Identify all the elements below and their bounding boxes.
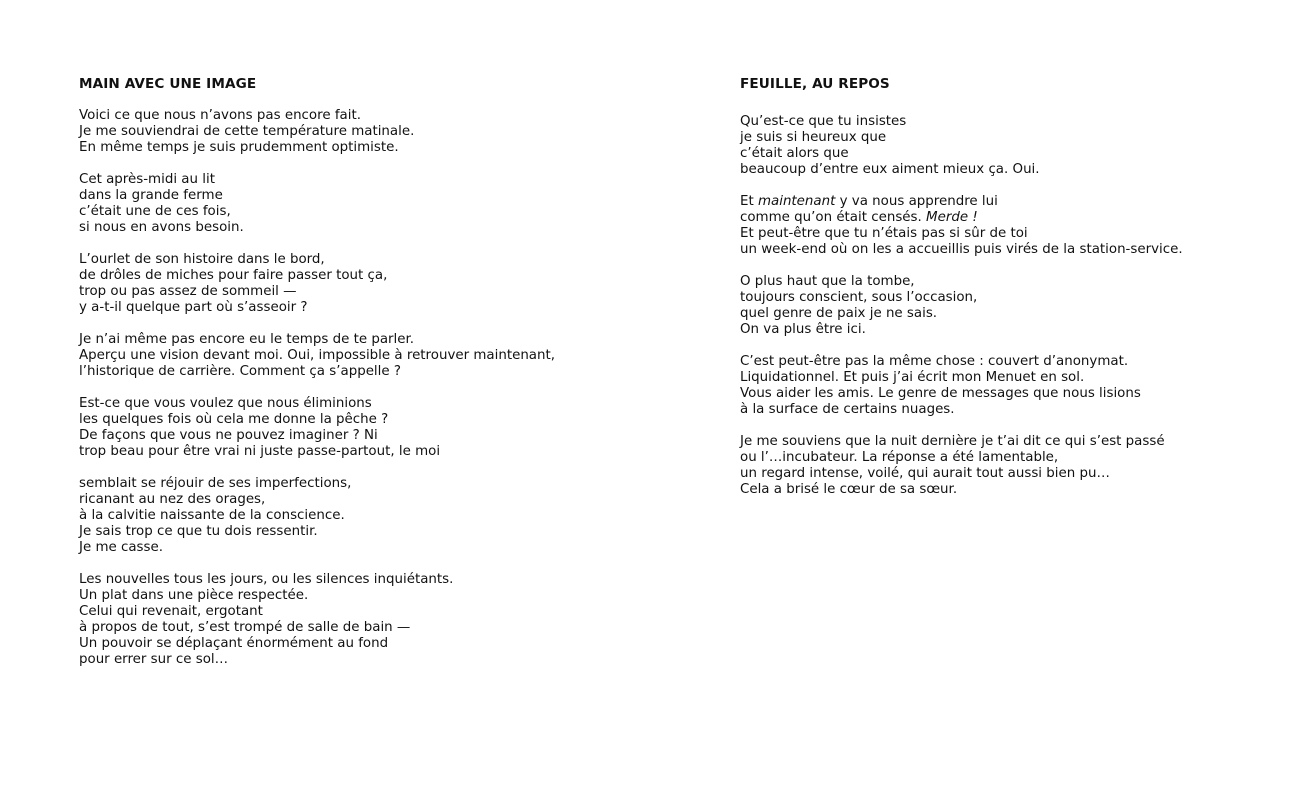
poem-title-right: FEUILLE, AU REPOS (740, 76, 890, 92)
poem-line (740, 242, 1183, 258)
stanza (740, 354, 1183, 418)
line-text: Liquidationnel. Et puis j’ai écrit mon Menuet en sol. (740, 370, 1085, 385)
line-text: beaucoup d’entre eux aiment mieux ça. Oui. (740, 162, 1040, 177)
poem-line: En même temps je suis prudemment optimiste. (79, 140, 399, 155)
poem-line: Je me souviendrai de cette température matinale. (79, 124, 415, 139)
right-page (740, 0, 1280, 787)
poem-line: Celui qui revenait, ergotant (79, 604, 263, 619)
poem-line: Les nouvelles tous les jours, ou les silences inquiétants. (79, 572, 454, 587)
stanza (79, 108, 555, 156)
stanza (740, 194, 1183, 258)
poem-line: l’historique de carrière. Comment ça s’appelle ? (79, 364, 401, 379)
stanza (79, 572, 555, 668)
poem-line (740, 450, 1183, 466)
line-text: à la surface de certains nuages. (740, 402, 955, 417)
poem-line: Est-ce que vous voulez que nous éliminions (79, 396, 372, 411)
stanza (79, 172, 555, 236)
poem-line: les quelques fois où cela me donne la pêche ? (79, 412, 389, 427)
poem-line: à la calvitie naissante de la conscience. (79, 508, 345, 523)
poem-line: Cet après-midi au lit (79, 172, 215, 187)
poem-line: c’était une de ces fois, (79, 204, 231, 219)
stanza (79, 252, 555, 316)
stanza (79, 476, 555, 556)
line-text: O plus haut que la tombe, (740, 274, 915, 289)
poem-line: Aperçu une vision devant moi. Oui, impossible à retrouver maintenant, (79, 348, 556, 363)
poem-line (740, 162, 1183, 178)
poem-line (740, 290, 1183, 306)
line-text: quel genre de paix je ne sais. (740, 306, 938, 321)
poem-line: trop ou pas assez de sommeil — (79, 284, 297, 299)
poem-line: Un pouvoir se déplaçant énormément au fond (79, 636, 389, 651)
line-text: Je me souviens que la nuit dernière je t’ai dit ce qui s’est passé (740, 434, 1165, 449)
line-text: Qu’est-ce que tu insistes (740, 114, 907, 129)
poem-title-left: MAIN AVEC UNE IMAGE (79, 76, 257, 92)
line-text: Cela a brisé le cœur de sa sœur. (740, 482, 958, 497)
line-text: ou l’…incubateur. La réponse a été lamentable, (740, 450, 1059, 465)
poem-line: Un plat dans une pièce respectée. (79, 588, 309, 603)
left-page (79, 0, 679, 787)
line-text: un regard intense, voilé, qui aurait tout aussi bien pu… (740, 466, 1110, 481)
italic-text: Merde ! (926, 210, 978, 225)
poem-line: y a-t-il quelque part où s’asseoir ? (79, 300, 308, 315)
poem-line: si nous en avons besoin. (79, 220, 244, 235)
poem-line: De façons que vous ne pouvez imaginer ? Ni (79, 428, 378, 443)
line-text: Et peut-être que tu n’étais pas si sûr de toi (740, 226, 1028, 241)
poem-line (740, 114, 1183, 130)
poem-line (740, 274, 1183, 290)
poem-line: pour errer sur ce sol… (79, 652, 229, 667)
poem-line (740, 386, 1183, 402)
poem-line: à propos de tout, s’est trompé de salle de bain — (79, 620, 411, 635)
poem-line: Je sais trop ce que tu dois ressentir. (79, 524, 318, 539)
poem-line (740, 306, 1183, 322)
poem-line: Je n’ai même pas encore eu le temps de te parler. (79, 332, 415, 347)
line-text: un week-end où on les a accueillis puis virés de la station-service. (740, 242, 1183, 257)
line-text: y va nous apprendre lui (835, 194, 998, 209)
poem-line (740, 210, 1183, 226)
poem-line (740, 226, 1183, 242)
line-text: toujours conscient, sous l’occasion, (740, 290, 978, 305)
stanza (740, 114, 1183, 178)
poem-line: dans la grande ferme (79, 188, 223, 203)
poem-line (740, 466, 1183, 482)
line-text: Et (740, 194, 758, 209)
poem-line (740, 370, 1183, 386)
poem-line (740, 130, 1183, 146)
stanza (79, 396, 555, 460)
poem-body-left (79, 108, 555, 684)
poem-line: semblait se réjouir de ses imperfections, (79, 476, 352, 491)
line-text: Vous aider les amis. Le genre de messages que nous lisions (740, 386, 1141, 401)
stanza (740, 434, 1183, 498)
poem-line (740, 482, 1183, 498)
poem-line (740, 434, 1183, 450)
poem-line: de drôles de miches pour faire passer tout ça, (79, 268, 388, 283)
poem-body-right (740, 114, 1183, 514)
italic-text: maintenant (757, 194, 836, 209)
poem-line: trop beau pour être vrai ni juste passe-partout, le moi (79, 444, 441, 459)
poem-line: Je me casse. (79, 540, 163, 555)
poem-line (740, 402, 1183, 418)
poem-line: Voici ce que nous n’avons pas encore fait. (79, 108, 361, 123)
line-text: c’était alors que (740, 146, 849, 161)
poem-line: L’ourlet de son histoire dans le bord, (79, 252, 325, 267)
poem-line (740, 146, 1183, 162)
stanza (740, 274, 1183, 338)
line-text: On va plus être ici. (740, 322, 866, 337)
line-text: comme qu’on était censés. (740, 210, 927, 225)
poem-line (740, 322, 1183, 338)
poem-line: ricanant au nez des orages, (79, 492, 266, 507)
line-text: C’est peut-être pas la même chose : couvert d’anonymat. (740, 354, 1129, 369)
poem-line (740, 194, 1183, 210)
stanza (79, 332, 555, 380)
poem-line (740, 354, 1183, 370)
line-text: je suis si heureux que (740, 130, 887, 145)
